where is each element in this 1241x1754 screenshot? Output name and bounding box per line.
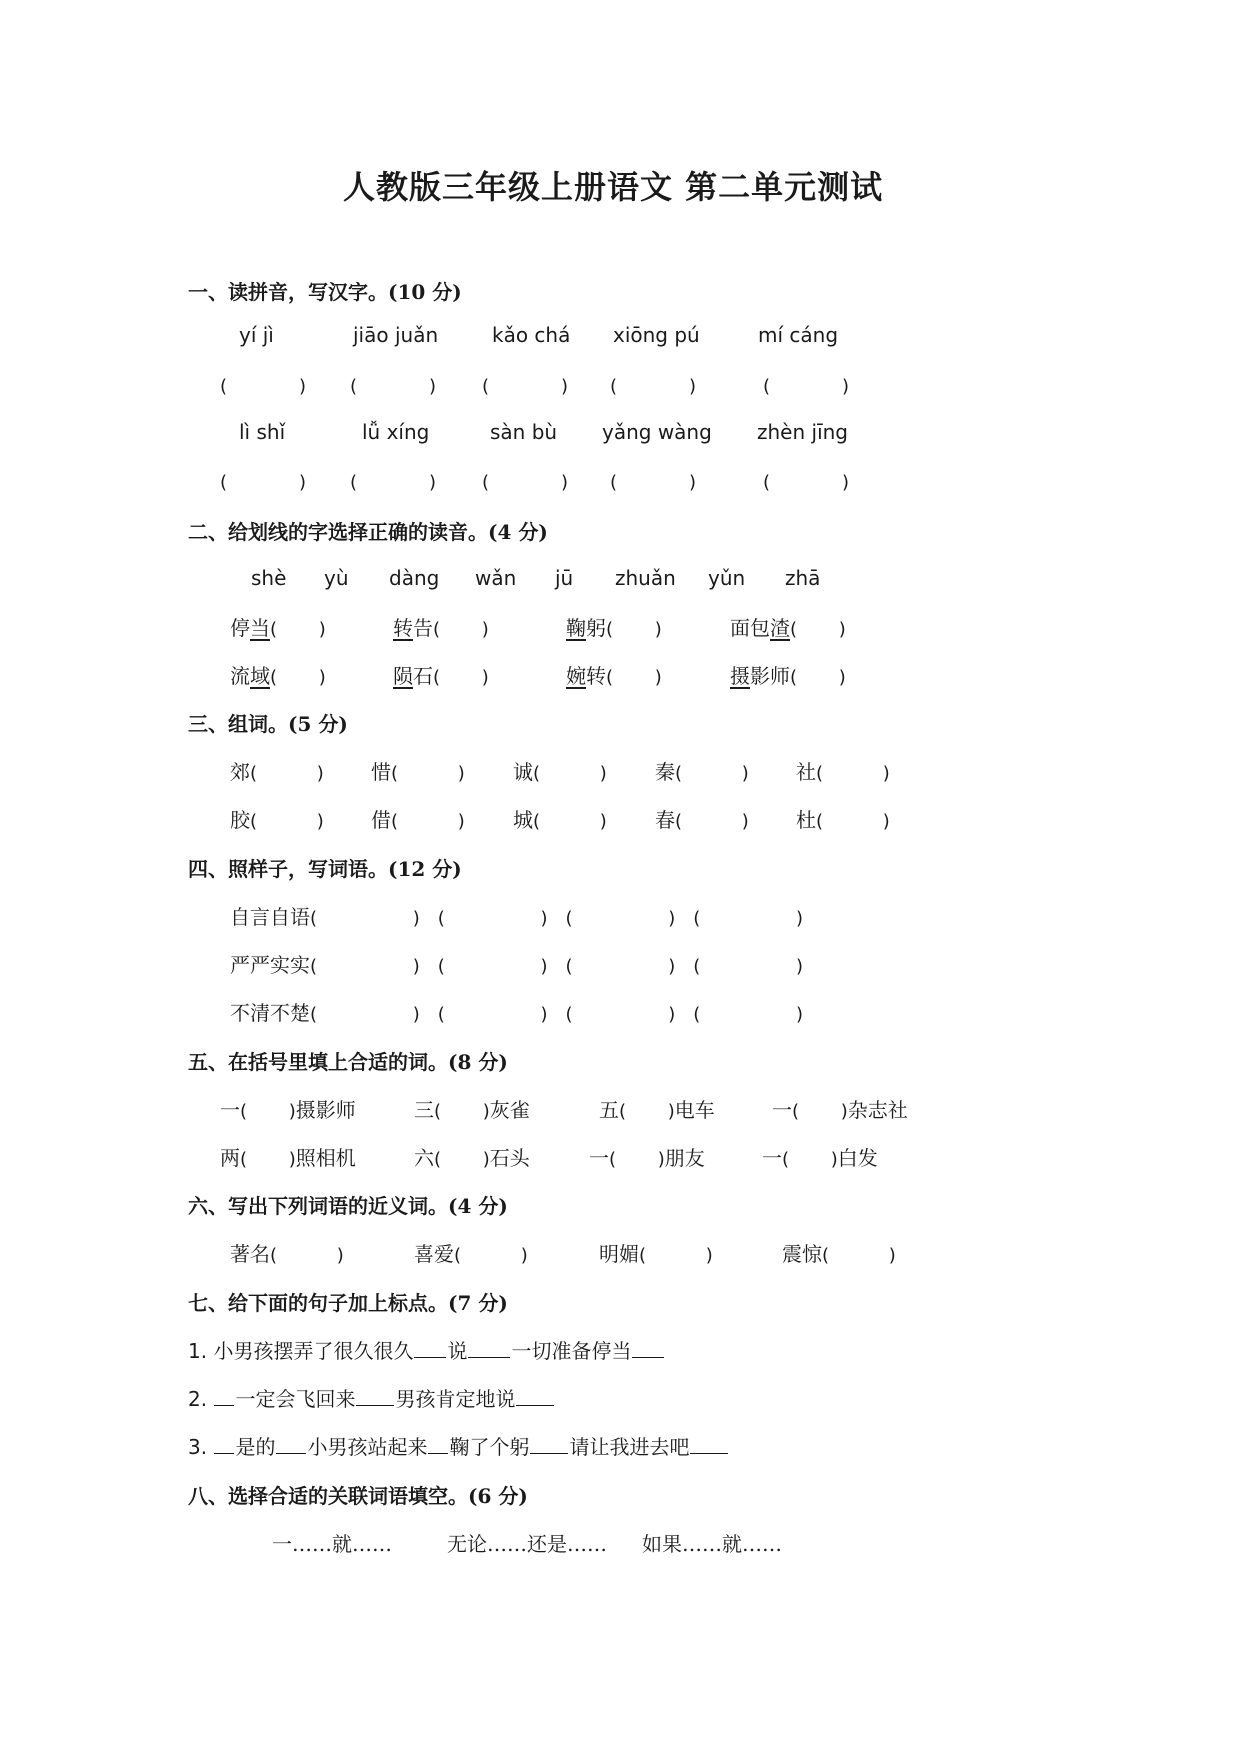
char-item: 惜( )	[371, 760, 465, 784]
measure-item: 一( )朋友	[589, 1146, 705, 1170]
section-8-heading: 八、选择合适的关联词语填空。(6 分)	[188, 1484, 528, 1508]
synonym-item: 震惊( )	[782, 1242, 896, 1266]
answer-box[interactable]: ( )	[610, 376, 697, 397]
word-item: 摄影师( )	[730, 664, 846, 688]
synonym-item: 著名( )	[230, 1242, 344, 1266]
pinyin-option: dàng	[389, 566, 440, 590]
section-7-heading: 七、给下面的句子加上标点。(7 分)	[188, 1291, 508, 1315]
word-item: 陨石( )	[393, 664, 489, 688]
section-2-heading: 二、给划线的字选择正确的读音。(4 分)	[188, 520, 548, 544]
word-item: 流域( )	[230, 664, 326, 688]
synonym-item: 明媚( )	[599, 1242, 713, 1266]
word-item: 鞠躬( )	[566, 616, 662, 640]
pinyin-option: zhuǎn	[615, 566, 676, 590]
section-5-heading: 五、在括号里填上合适的词。(8 分)	[188, 1050, 508, 1074]
conjunction-option: 无论……还是……	[447, 1532, 607, 1556]
pinyin-item: xiōng pú	[613, 323, 700, 347]
measure-item: 三( )灰雀	[414, 1098, 530, 1122]
answer-box[interactable]: ( )	[763, 376, 850, 397]
example-row: 严严实实( ) ( ) ( ) ( )	[230, 953, 804, 977]
page-title: 人教版三年级上册语文 第二单元测试	[343, 168, 884, 206]
example-row: 自言自语( ) ( ) ( ) ( )	[230, 905, 804, 929]
word-item: 转告( )	[393, 616, 489, 640]
word-item: 婉转( )	[566, 664, 662, 688]
answer-box[interactable]: ( )	[350, 376, 437, 397]
pinyin-item: yí jì	[239, 323, 274, 347]
char-item: 春( )	[655, 808, 749, 832]
measure-item: 一( )白发	[762, 1146, 878, 1170]
answer-box[interactable]: ( )	[220, 472, 307, 493]
pinyin-option: zhā	[785, 566, 821, 590]
pinyin-item: lì shǐ	[239, 420, 286, 444]
punctuation-line: 1. 小男孩摆弄了很久很久 说 一切准备停当	[188, 1335, 665, 1364]
char-item: 杜( )	[796, 808, 890, 832]
char-item: 社( )	[796, 760, 890, 784]
answer-box[interactable]: ( )	[220, 376, 307, 397]
char-item: 城( )	[513, 808, 607, 832]
pinyin-item: lǚ xíng	[362, 420, 430, 444]
section-4-heading: 四、照样子，写词语。(12 分)	[188, 857, 462, 881]
pinyin-option: yù	[324, 566, 349, 590]
word-item: 停当( )	[230, 616, 326, 640]
section-6-heading: 六、写出下列词语的近义词。(4 分)	[188, 1194, 508, 1218]
char-item: 郊( )	[230, 760, 324, 784]
answer-box[interactable]: ( )	[350, 472, 437, 493]
pinyin-option: yǔn	[708, 566, 746, 590]
pinyin-item: jiāo juǎn	[353, 323, 439, 347]
measure-item: 六( )石头	[414, 1146, 530, 1170]
pinyin-option: wǎn	[475, 566, 517, 590]
pinyin-option: shè	[251, 566, 287, 590]
char-item: 诚( )	[513, 760, 607, 784]
conjunction-option: 如果……就……	[642, 1532, 782, 1556]
pinyin-item: sàn bù	[490, 420, 558, 444]
conjunction-option: 一……就……	[272, 1532, 392, 1556]
pinyin-item: zhèn jīng	[757, 420, 848, 444]
answer-box[interactable]: ( )	[482, 472, 569, 493]
char-item: 秦( )	[655, 760, 749, 784]
pinyin-item: mí cáng	[758, 323, 839, 347]
pinyin-option: jū	[555, 566, 574, 590]
punctuation-line: 3. 是的 小男孩站起来 鞠了个躬 请让我进去吧	[188, 1431, 729, 1460]
measure-item: 五( )电车	[599, 1098, 715, 1122]
synonym-item: 喜爱( )	[414, 1242, 528, 1266]
answer-box[interactable]: ( )	[610, 472, 697, 493]
measure-item: 一( )杂志社	[772, 1098, 908, 1122]
pinyin-item: kǎo chá	[492, 323, 571, 347]
char-item: 借( )	[371, 808, 465, 832]
pinyin-item: yǎng wàng	[602, 420, 712, 444]
punctuation-line: 2. 一定会飞回来 男孩肯定地说	[188, 1383, 555, 1412]
word-item: 面包渣( )	[730, 616, 846, 640]
example-row: 不清不楚( ) ( ) ( ) ( )	[230, 1001, 804, 1025]
answer-box[interactable]: ( )	[763, 472, 850, 493]
measure-item: 两( )照相机	[220, 1146, 356, 1170]
answer-box[interactable]: ( )	[482, 376, 569, 397]
section-3-heading: 三、组词。(5 分)	[188, 712, 348, 736]
measure-item: 一( )摄影师	[220, 1098, 356, 1122]
section-1-heading: 一、读拼音，写汉字。(10 分)	[188, 280, 462, 304]
char-item: 胶( )	[230, 808, 324, 832]
